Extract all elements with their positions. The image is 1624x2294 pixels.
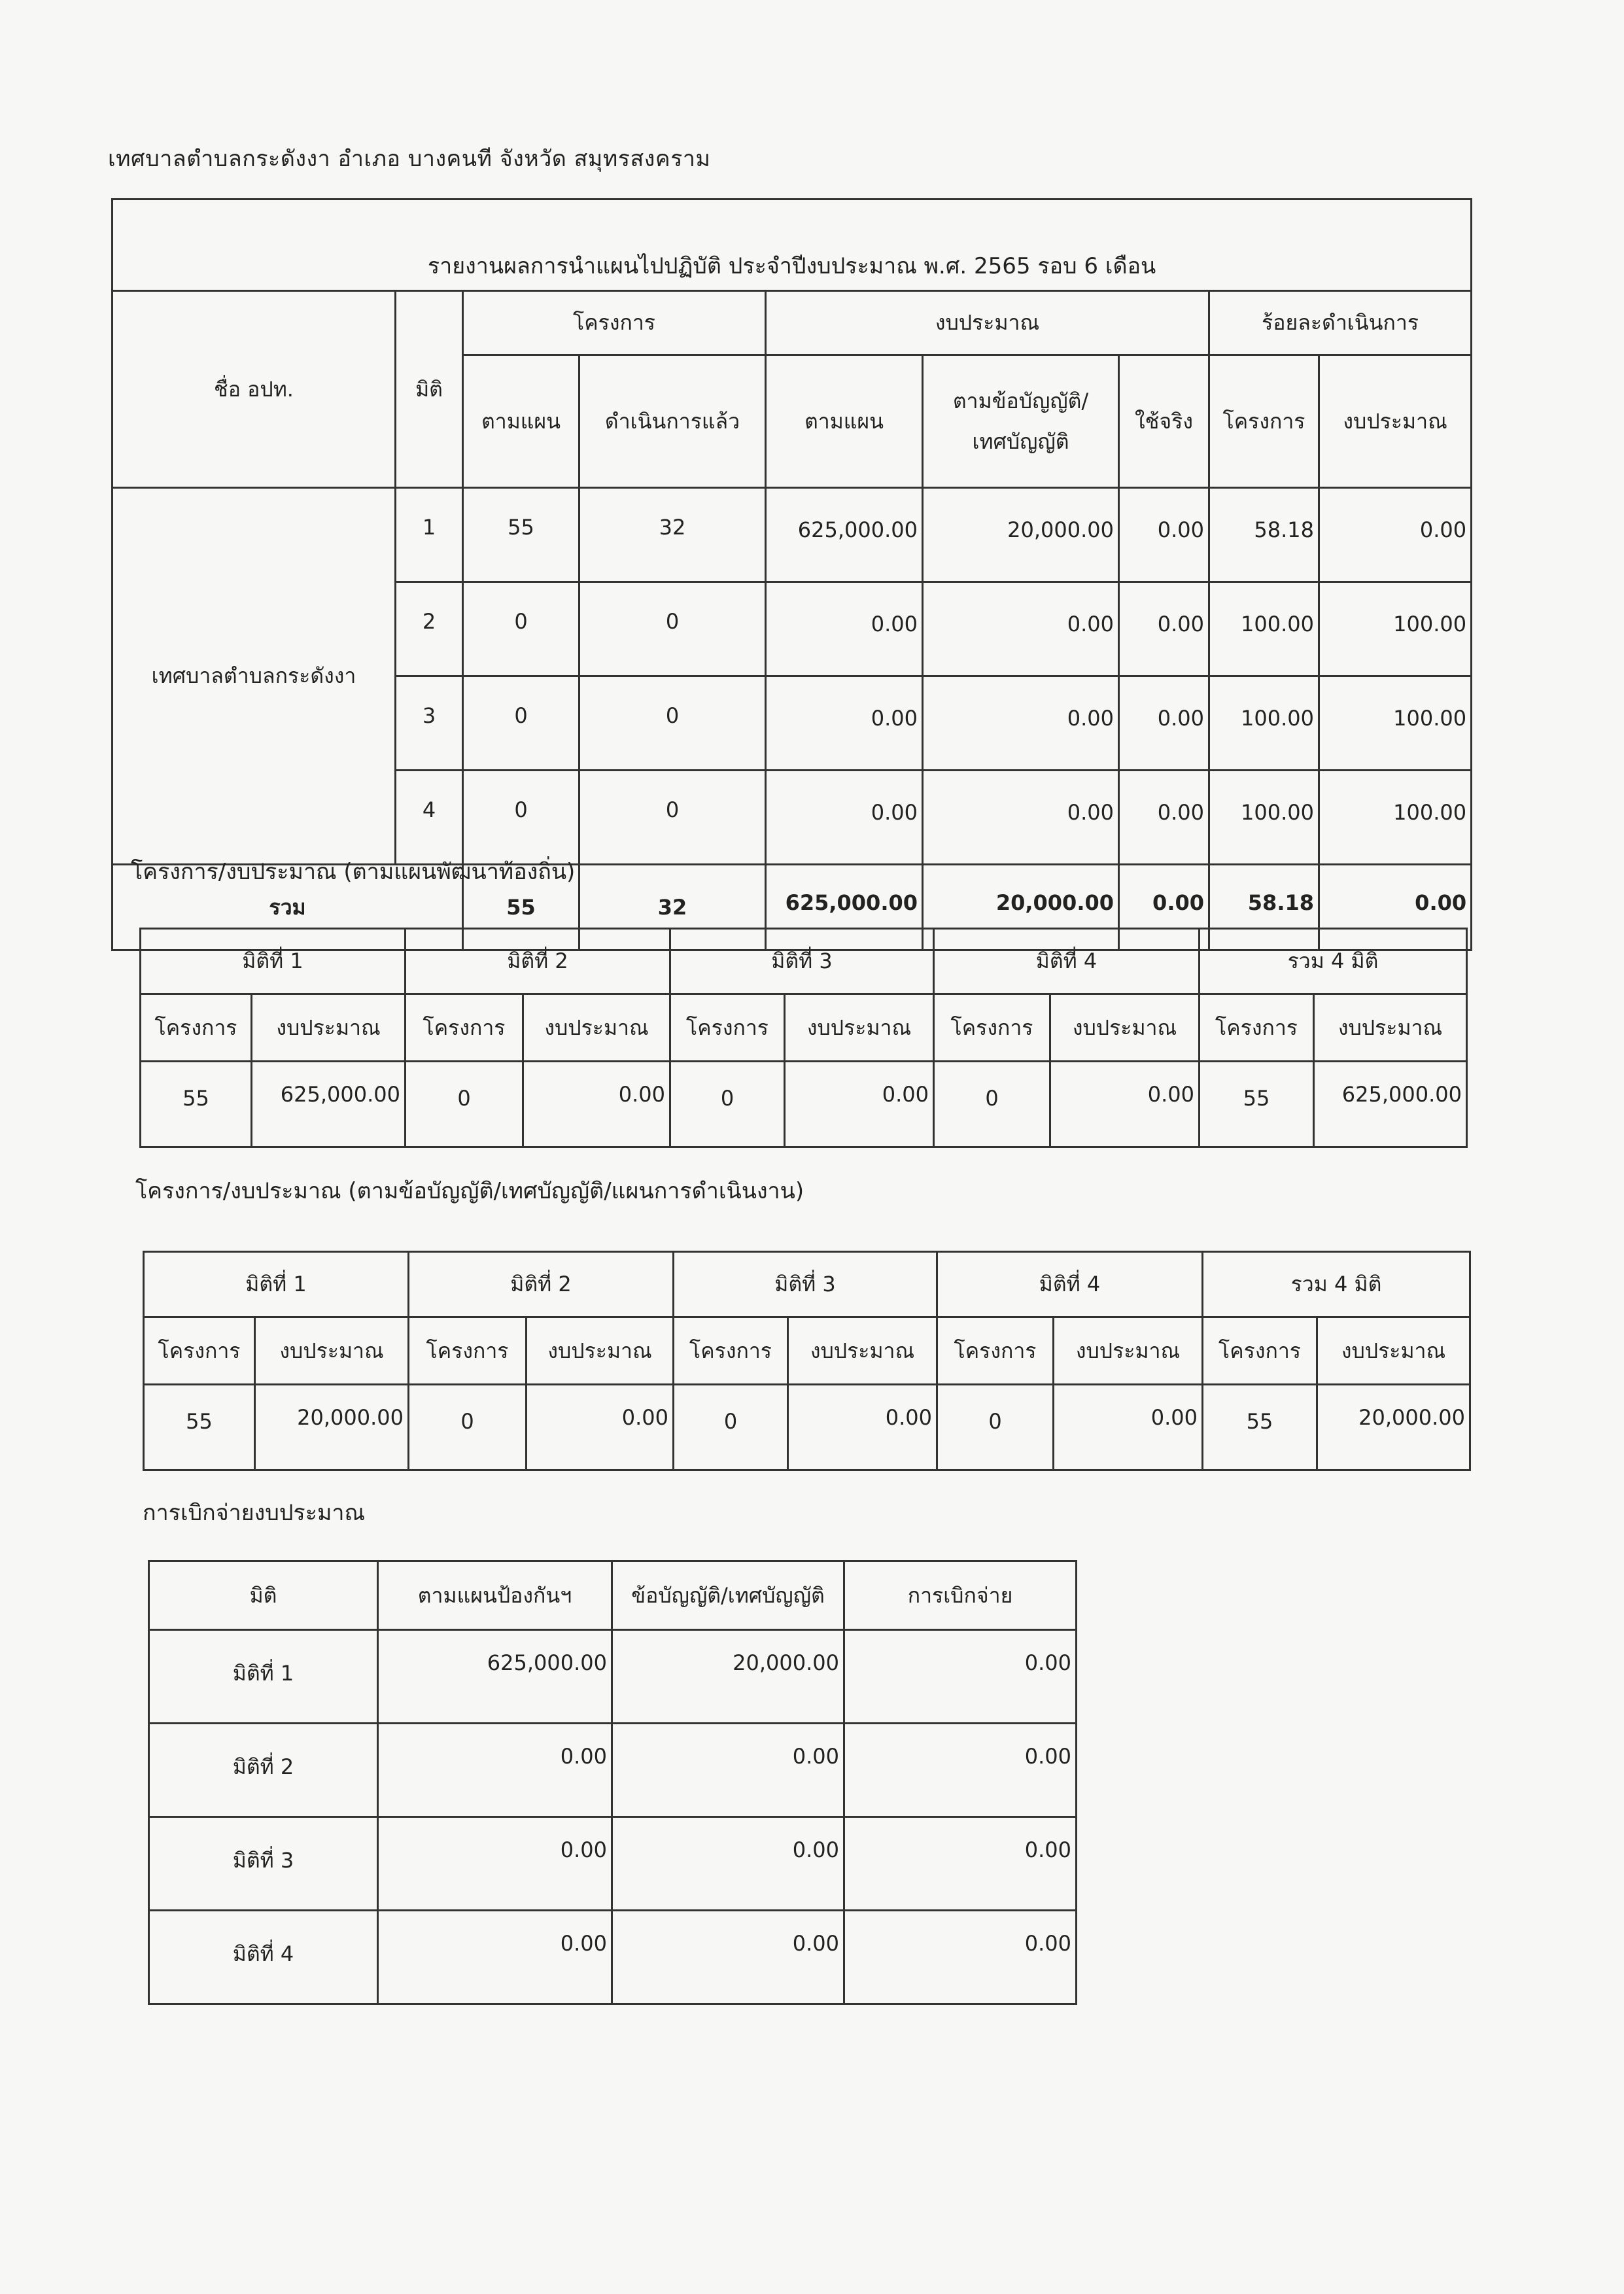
- page-title: เทศบาลตำบลกระดังงา อำเภอ บางคนที จังหวัด สมุทรสงคราม: [108, 146, 711, 172]
- cell-executed: 0: [579, 676, 766, 771]
- group-dim-4: มิติที่ 4: [934, 929, 1200, 994]
- header-org-name: ชื่อ อปท.: [112, 291, 396, 488]
- table-row: [149, 1630, 1077, 1724]
- header-disbursed: การเบิกจ่าย: [844, 1561, 1077, 1630]
- group-dim-2: มิติที่ 2: [409, 1252, 674, 1317]
- cell-projects: 0: [409, 1385, 527, 1470]
- sub-projects: โครงการ: [1200, 994, 1314, 1062]
- cell-projects: 55: [1200, 1062, 1314, 1147]
- cell-plan: 625,000.00: [378, 1630, 612, 1724]
- cell-disbursed: 0.00: [844, 1724, 1077, 1817]
- sub-projects: โครงการ: [934, 994, 1050, 1062]
- cell-disbursed: 0.00: [844, 1817, 1077, 1911]
- cell-projects: 55: [144, 1385, 255, 1470]
- table-row: [149, 1724, 1077, 1817]
- table-row: [112, 488, 1472, 582]
- cell-planned: 0: [463, 582, 579, 676]
- cell-ordinance: 0.00: [612, 1817, 844, 1911]
- cell-projects: 55: [1203, 1385, 1317, 1470]
- table-row: [149, 1817, 1077, 1911]
- cell-pct-budget: 100.00: [1319, 582, 1472, 676]
- header-percent: ร้อยละดำเนินการ: [1209, 291, 1472, 355]
- header-pct-projects: โครงการ: [1209, 355, 1319, 488]
- cell-dim: 3: [396, 676, 463, 771]
- header-ordinance: ข้อบัญญัติ/เทศบัญญัติ: [612, 1561, 844, 1630]
- sub-budget: งบประมาณ: [1314, 994, 1467, 1062]
- sub-budget: งบประมาณ: [788, 1317, 937, 1385]
- sub-projects: โครงการ: [1203, 1317, 1317, 1385]
- total-label: รวม: [112, 865, 463, 950]
- sub-budget: งบประมาณ: [523, 994, 670, 1062]
- cell-executed: 0: [579, 582, 766, 676]
- total-ordinance: 20,000.00: [923, 865, 1119, 950]
- cell-executed: 0: [579, 771, 766, 865]
- sub-projects: โครงการ: [670, 994, 785, 1062]
- group-total: รวม 4 มิติ: [1203, 1252, 1470, 1317]
- header-planned: ตามแผน: [463, 355, 579, 488]
- cell-dim: 1: [396, 488, 463, 582]
- cell-projects: 0: [937, 1385, 1054, 1470]
- cell-planned: 55: [463, 488, 579, 582]
- report-title: รายงานผลการนำแผนไปปฏิบัติ ประจำปีงบประมาณ พ.ศ. 2565 รอบ 6 เดือน: [112, 200, 1472, 291]
- cell-ordinance: 20,000.00: [612, 1630, 844, 1724]
- main-report-table: [111, 198, 1472, 951]
- group-dim-1: มิติที่ 1: [141, 929, 406, 994]
- group-dim-4: มิติที่ 4: [937, 1252, 1203, 1317]
- cell-pct-projects: 100.00: [1209, 771, 1319, 865]
- cell-ordinance: 0.00: [612, 1724, 844, 1817]
- header-dimension: มิติ: [149, 1561, 378, 1630]
- cell-executed: 32: [579, 488, 766, 582]
- cell-pct-budget: 0.00: [1319, 488, 1472, 582]
- cell-budget: 0.00: [788, 1385, 937, 1470]
- cell-plan: 0.00: [378, 1724, 612, 1817]
- sub-budget: งบประมาณ: [1054, 1317, 1203, 1385]
- header-executed: ดำเนินการแล้ว: [579, 355, 766, 488]
- cell-budget: 0.00: [527, 1385, 674, 1470]
- cell-ordinance: 0.00: [923, 582, 1119, 676]
- cell-pct-budget: 100.00: [1319, 676, 1472, 771]
- cell-budget-planned: 625,000.00: [766, 488, 923, 582]
- cell-budget: 625,000.00: [1314, 1062, 1467, 1147]
- cell-actual: 0.00: [1119, 676, 1209, 771]
- group-dim-3: มิติที่ 3: [674, 1252, 937, 1317]
- sub-budget: งบประมาณ: [255, 1317, 409, 1385]
- sub-budget: งบประมาณ: [252, 994, 406, 1062]
- cell-ordinance: 0.00: [923, 676, 1119, 771]
- cell-budget: 0.00: [1054, 1385, 1203, 1470]
- total-pct-budget: 0.00: [1319, 865, 1472, 950]
- cell-budget: 20,000.00: [1317, 1385, 1470, 1470]
- group-dim-2: มิติที่ 2: [406, 929, 670, 994]
- cell-projects: 0: [406, 1062, 523, 1147]
- cell-actual: 0.00: [1119, 771, 1209, 865]
- cell-budget: 0.00: [523, 1062, 670, 1147]
- cell-projects: 0: [934, 1062, 1050, 1147]
- sub-projects: โครงการ: [674, 1317, 788, 1385]
- cell-budget: 0.00: [785, 1062, 934, 1147]
- header-projects: โครงการ: [463, 291, 766, 355]
- plan-summary-table: [139, 928, 1468, 1148]
- cell-budget: 0.00: [1050, 1062, 1200, 1147]
- sub-budget: งบประมาณ: [1317, 1317, 1470, 1385]
- cell-budget: 625,000.00: [252, 1062, 406, 1147]
- header-budget-planned: ตามแผน: [766, 355, 923, 488]
- total-planned: 55: [463, 865, 579, 950]
- cell-dim: มิติที่ 1: [149, 1630, 378, 1724]
- ordinance-summary-table: [143, 1251, 1471, 1471]
- total-budget-planned: 625,000.00: [766, 865, 923, 950]
- org-name-cell: เทศบาลตำบลกระดังงา: [112, 488, 396, 865]
- table-row: [144, 1385, 1470, 1470]
- cell-plan: 0.00: [378, 1817, 612, 1911]
- group-dim-3: มิติที่ 3: [670, 929, 934, 994]
- ordinance-section-title: โครงการ/งบประมาณ (ตามข้อบัญญัติ/เทศบัญญัติ/แผนการดำเนินงาน): [135, 1178, 804, 1204]
- cell-actual: 0.00: [1119, 488, 1209, 582]
- header-budget: งบประมาณ: [766, 291, 1209, 355]
- total-executed: 32: [579, 865, 766, 950]
- cell-plan: 0.00: [378, 1911, 612, 2004]
- cell-ordinance: 20,000.00: [923, 488, 1119, 582]
- group-total: รวม 4 มิติ: [1200, 929, 1467, 994]
- cell-pct-projects: 58.18: [1209, 488, 1319, 582]
- cell-projects: 55: [141, 1062, 252, 1147]
- total-actual: 0.00: [1119, 865, 1209, 950]
- cell-pct-projects: 100.00: [1209, 582, 1319, 676]
- cell-budget: 20,000.00: [255, 1385, 409, 1470]
- header-ordinance: ตามข้อบัญญัติ/เทศบัญญัติ: [923, 355, 1119, 488]
- sub-projects: โครงการ: [141, 994, 252, 1062]
- sub-projects: โครงการ: [406, 994, 523, 1062]
- cell-projects: 0: [670, 1062, 785, 1147]
- cell-disbursed: 0.00: [844, 1630, 1077, 1724]
- cell-budget-planned: 0.00: [766, 771, 923, 865]
- disbursement-section-title: การเบิกจ่ายงบประมาณ: [143, 1500, 365, 1526]
- header-pct-budget: งบประมาณ: [1319, 355, 1472, 488]
- plan-section-title: โครงการ/งบประมาณ (ตามแผนพัฒนาท้องถิ่น): [131, 859, 576, 885]
- header-plan: ตามแผนป้องกันฯ: [378, 1561, 612, 1630]
- cell-planned: 0: [463, 676, 579, 771]
- cell-budget-planned: 0.00: [766, 676, 923, 771]
- cell-dim: มิติที่ 4: [149, 1911, 378, 2004]
- table-row: [149, 1911, 1077, 2004]
- sub-budget: งบประมาณ: [785, 994, 934, 1062]
- cell-pct-budget: 100.00: [1319, 771, 1472, 865]
- cell-budget-planned: 0.00: [766, 582, 923, 676]
- cell-projects: 0: [674, 1385, 788, 1470]
- cell-dim: 2: [396, 582, 463, 676]
- cell-dim: มิติที่ 3: [149, 1817, 378, 1911]
- disbursement-table: [148, 1560, 1077, 2005]
- total-pct-projects: 58.18: [1209, 865, 1319, 950]
- cell-ordinance: 0.00: [923, 771, 1119, 865]
- cell-actual: 0.00: [1119, 582, 1209, 676]
- cell-pct-projects: 100.00: [1209, 676, 1319, 771]
- cell-planned: 0: [463, 771, 579, 865]
- sub-budget: งบประมาณ: [1050, 994, 1200, 1062]
- sub-projects: โครงการ: [144, 1317, 255, 1385]
- sub-budget: งบประมาณ: [527, 1317, 674, 1385]
- sub-projects: โครงการ: [409, 1317, 527, 1385]
- header-dimension: มิติ: [396, 291, 463, 488]
- cell-dim: 4: [396, 771, 463, 865]
- table-row: [141, 1062, 1467, 1147]
- cell-dim: มิติที่ 2: [149, 1724, 378, 1817]
- cell-disbursed: 0.00: [844, 1911, 1077, 2004]
- cell-ordinance: 0.00: [612, 1911, 844, 2004]
- header-actual: ใช้จริง: [1119, 355, 1209, 488]
- group-dim-1: มิติที่ 1: [144, 1252, 409, 1317]
- sub-projects: โครงการ: [937, 1317, 1054, 1385]
